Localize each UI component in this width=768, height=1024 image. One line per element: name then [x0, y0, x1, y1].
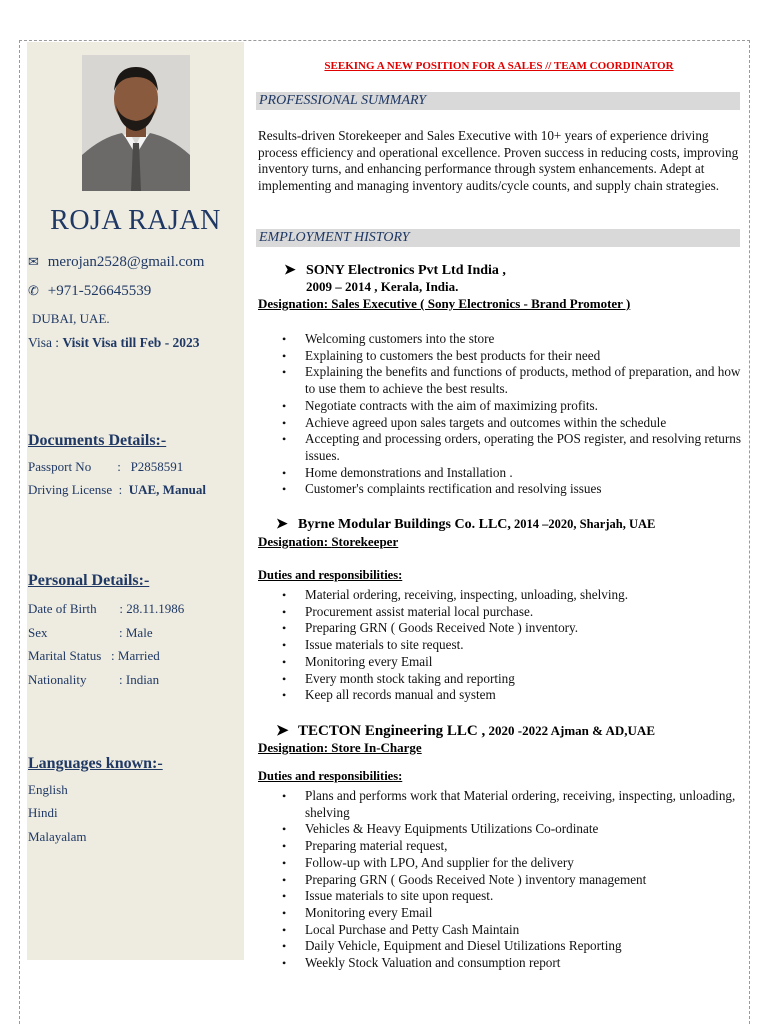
language-item: English	[28, 782, 68, 797]
envelope-icon: ✉	[28, 254, 39, 269]
list-item: • Issue materials to site request.	[282, 637, 742, 654]
list-item: • Accepting and processing orders, operating the POS register, and resolving returns issues.	[282, 431, 742, 464]
documents-heading: Documents Details:-	[28, 432, 167, 449]
list-item: • Plans and performs work that Material ordering, receiving, inspecting, unloading, shelving	[282, 788, 742, 821]
list-item: • Material ordering, receiving, inspecting, unloading, shelving.	[282, 587, 742, 604]
email-text[interactable]: merojan2528@gmail.com	[47, 254, 205, 270]
list-item: • Daily Vehicle, Equipment and Diesel Utilizations Reporting	[282, 938, 742, 955]
list-item: • Vehicles & Heavy Equipments Utilizations Co-ordinate	[282, 821, 742, 838]
personal-value: 28.11.1986	[126, 601, 185, 616]
location-text: DUBAI, UAE.	[32, 311, 110, 326]
company-name: TECTON Engineering LLC ,	[298, 723, 486, 739]
summary-text: Results-driven Storekeeper and Sales Executive with 10+ years of experience driving process efficiency and operational excellence. Proven success in reducing costs, improving inventory turns, and enhancing performance through system enhancements. Adept at implementing and managing inventory audits/cycle counts, and supply chain strategies.	[258, 128, 739, 194]
job-bullets	[282, 331, 742, 498]
designation-text: Designation: Sales Executive ( Sony Electronics - Brand Promoter )	[258, 296, 631, 311]
personal-row	[28, 625, 153, 641]
phone-icon: ✆	[28, 283, 39, 298]
visa-label: Visa :	[28, 335, 63, 350]
personal-label: Marital Status :	[28, 648, 118, 663]
job-company	[276, 721, 655, 740]
list-item: • Every month stock taking and reporting	[282, 671, 742, 688]
personal-heading: Personal Details:-	[28, 572, 150, 589]
list-item: • Explaining the benefits and functions of products, method of preparation, and how to use them to achieve the best results.	[282, 364, 742, 397]
license-label: Driving License :	[28, 482, 129, 497]
arrow-bullet-icon: ➤	[284, 263, 296, 278]
visa-value: Visit Visa till Feb - 2023	[62, 335, 200, 350]
list-item: • Monitoring every Email	[282, 654, 742, 671]
arrow-bullet-icon: ➤	[276, 517, 288, 532]
list-item: • Follow-up with LPO, And supplier for the delivery	[282, 855, 742, 872]
personal-row	[28, 601, 184, 617]
personal-label: Nationality :	[28, 672, 126, 687]
company-name: SONY Electronics Pvt Ltd India ,	[306, 263, 506, 278]
license-value: UAE, Manual	[128, 482, 207, 497]
language-item: Hindi	[28, 805, 58, 820]
duties-heading: Duties and responsibilities:	[258, 769, 403, 783]
duties-heading: Duties and responsibilities:	[258, 568, 403, 582]
list-item: • Preparing GRN ( Goods Received Note ) inventory management	[282, 872, 742, 889]
passport-label: Passport No :	[28, 459, 131, 474]
personal-value: Male	[125, 625, 153, 640]
list-item: • Preparing GRN ( Goods Received Note ) inventory.	[282, 620, 742, 637]
personal-value: Married	[117, 648, 160, 663]
phone-row	[28, 283, 151, 300]
designation-value: Storekeeper	[331, 534, 399, 549]
list-item: • Explaining to customers the best products for their need	[282, 348, 742, 365]
job-bullets	[282, 587, 742, 704]
personal-value: Indian	[125, 672, 160, 687]
designation-text: Designation: Store In-Charge	[258, 740, 422, 755]
objective-banner: SEEKING A NEW POSITION FOR A SALES // TEAM COORDINATOR	[324, 60, 674, 72]
personal-row	[28, 648, 160, 664]
list-item: • Monitoring every Email	[282, 905, 742, 922]
job-designation	[258, 296, 630, 312]
job-designation	[258, 740, 422, 756]
job-bullets	[282, 788, 742, 972]
designation-label: Designation:	[258, 534, 332, 549]
personal-label: Date of Birth :	[28, 601, 127, 616]
job-period: 2014 –2020, Sharjah, UAE	[510, 517, 656, 531]
job-company	[276, 516, 655, 533]
job-period: 2020 -2022 Ajman & AD,UAE	[485, 723, 655, 738]
job-company	[284, 262, 506, 279]
list-item: • Local Purchase and Petty Cash Maintain	[282, 922, 742, 939]
email-row	[28, 254, 204, 271]
languages-heading: Languages known:-	[28, 755, 163, 772]
passport-row	[28, 459, 183, 475]
license-row	[28, 482, 206, 498]
list-item: • Negotiate contracts with the aim of maximizing profits.	[282, 398, 742, 415]
list-item: • Weekly Stock Valuation and consumption report	[282, 955, 742, 972]
personal-row	[28, 672, 159, 688]
passport-value: P2858591	[130, 459, 184, 474]
company-name: Byrne Modular Buildings Co. LLC,	[298, 517, 511, 532]
personal-label: Sex :	[28, 625, 126, 640]
profile-photo-image	[82, 55, 190, 191]
list-item: • Keep all records manual and system	[282, 687, 742, 704]
list-item: • Customer's complaints rectification and resolving issues	[282, 481, 742, 498]
list-item: • Procurement assist material local purchase.	[282, 604, 742, 621]
candidate-name: ROJA RAJAN	[50, 205, 221, 236]
language-item: Malayalam	[28, 829, 87, 844]
job-designation	[258, 534, 398, 550]
phone-text[interactable]: +971-526645539	[47, 283, 152, 299]
list-item: • Preparing material request,	[282, 838, 742, 855]
summary-heading: PROFESSIONAL SUMMARY	[256, 92, 740, 110]
list-item: • Welcoming customers into the store	[282, 331, 742, 348]
profile-photo	[82, 55, 190, 191]
list-item: • Achieve agreed upon sales targets and outcomes within the schedule	[282, 415, 742, 432]
visa-row	[28, 335, 200, 351]
list-item: • Home demonstrations and Installation .	[282, 465, 742, 482]
list-item: • Issue materials to site upon request.	[282, 888, 742, 905]
job-period: 2009 – 2014 , Kerala, India.	[306, 279, 459, 294]
employment-heading: EMPLOYMENT HISTORY	[256, 229, 740, 247]
arrow-bullet-icon: ➤	[276, 723, 289, 739]
